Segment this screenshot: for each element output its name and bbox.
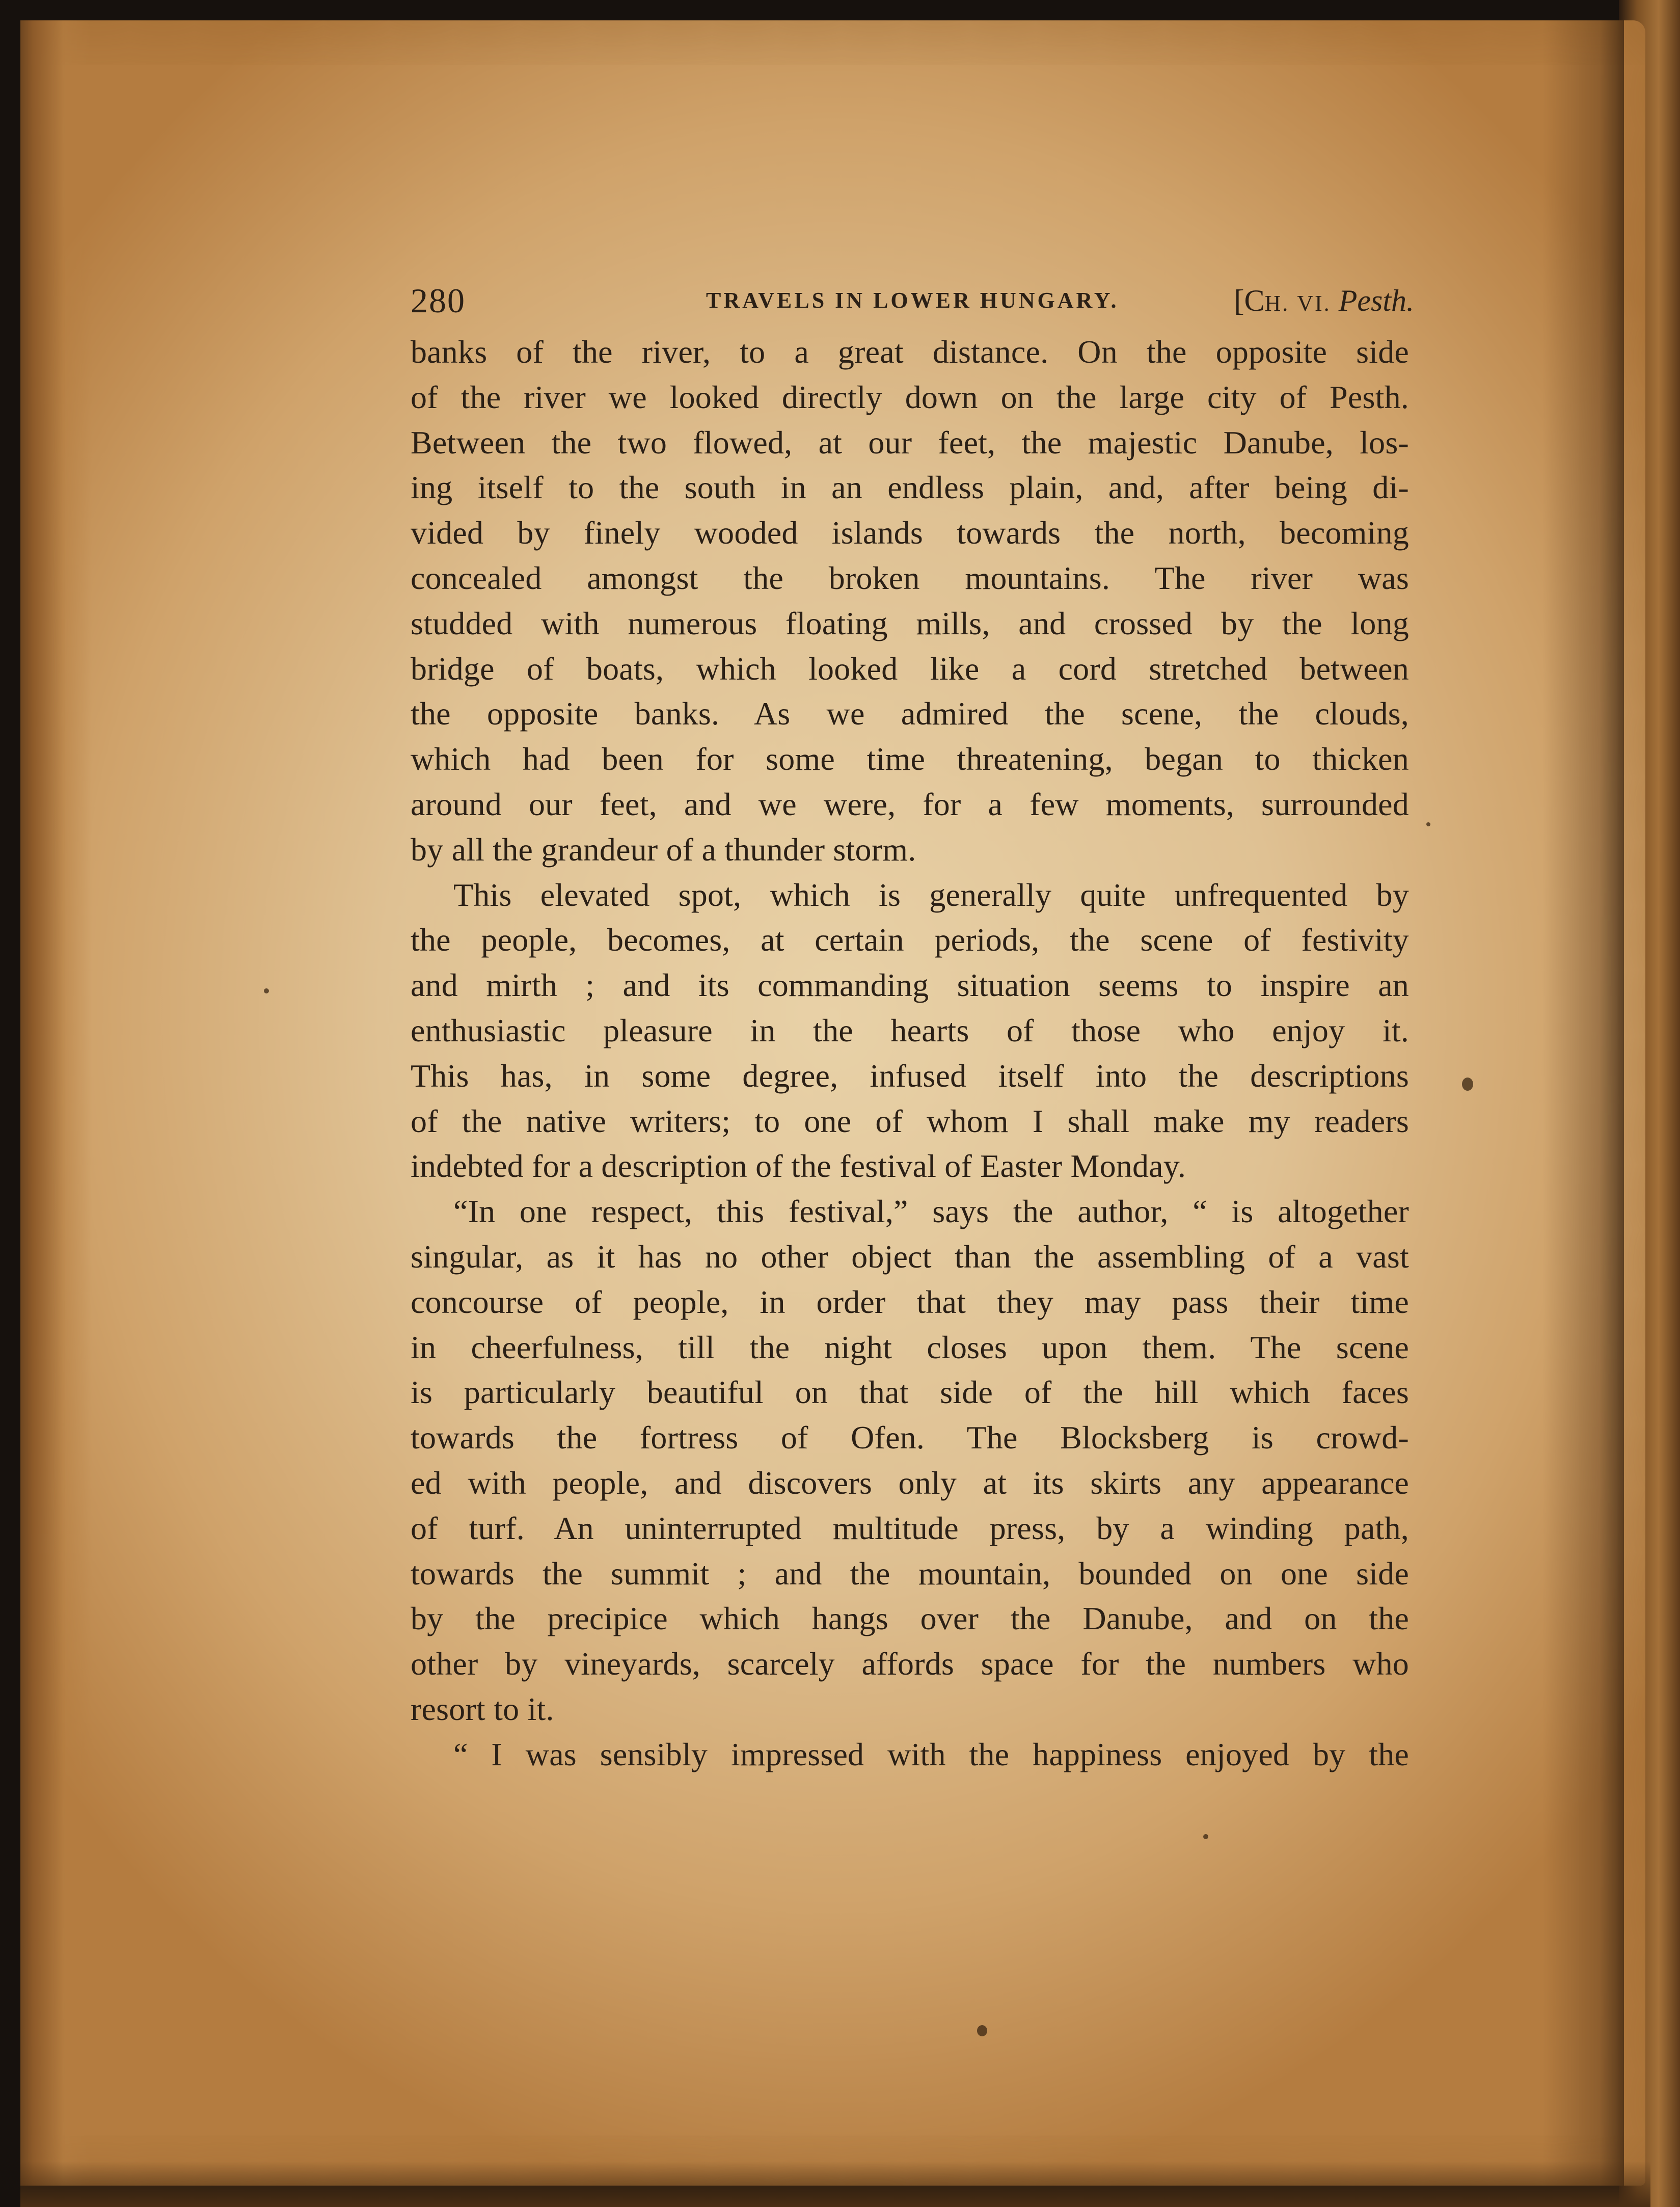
- ink-speck: [977, 2025, 987, 2036]
- text-line: This has, in some degree, infused itself into the descriptions: [411, 1057, 1409, 1094]
- text-line: the people, becomes, at certain periods, the scene of festivity: [411, 922, 1409, 958]
- paragraph: [411, 1189, 1409, 1732]
- text-line: other by vineyards, scarcely affords space for the numbers who: [411, 1646, 1409, 1682]
- ink-speck: [264, 988, 269, 993]
- text-line: indebted for a description of the festival of Easter Monday.: [411, 1148, 1186, 1185]
- page-edge-left: [20, 20, 92, 2186]
- paragraph: [411, 330, 1409, 873]
- text-line: which had been for some time threatening, began to thicken: [411, 741, 1409, 777]
- text-line: of turf. An uninterrupted multitude press, by a winding path,: [411, 1510, 1409, 1546]
- chapter-reference: [1234, 278, 1414, 327]
- ink-speck: [1203, 1834, 1208, 1839]
- text-line: “In one respect, this festival,” says the author, “ is altogether: [453, 1193, 1409, 1230]
- text-line: the opposite banks. As we admired the scene, the clouds,: [411, 695, 1409, 732]
- text-line: enthusiastic pleasure in the hearts of those who enjoy it.: [411, 1012, 1409, 1048]
- text-line: vided by finely wooded islands towards the north, becoming: [411, 515, 1409, 551]
- text-line: singular, as it has no other object than the assembling of a vast: [411, 1238, 1409, 1275]
- text-line: “ I was sensibly impressed with the happiness enjoyed by the: [453, 1736, 1409, 1772]
- text-line: banks of the river, to a great distance. On the opposite side: [411, 334, 1409, 370]
- text-line: of the native writers; to one of whom I shall make my readers: [411, 1102, 1409, 1139]
- text-line: concealed amongst the broken mountains. The river was: [411, 559, 1409, 596]
- text-line: towards the fortress of Ofen. The Blocksberg is crowd-: [411, 1419, 1409, 1456]
- text-line: ing itself to the south in an endless plain, and, after being di-: [411, 469, 1409, 506]
- page-number: 280: [411, 281, 466, 320]
- page-bottom-edge: [20, 2161, 1650, 2207]
- text-line: towards the summit ; and the mountain, bounded on one side: [411, 1555, 1409, 1592]
- text-line: and mirth ; and its commanding situation seems to inspire an: [411, 967, 1409, 1004]
- text-line: by the precipice which hangs over the Danube, and on the: [411, 1600, 1409, 1637]
- text-line: of the river we looked directly down on the large city of Pesth.: [411, 379, 1409, 415]
- chapter-h: H.: [1264, 291, 1290, 316]
- body-text: [411, 330, 1409, 1778]
- text-line: This elevated spot, which is generally quite unfrequented by: [453, 876, 1409, 913]
- text-line: ed with people, and discovers only at its skirts any appearance: [411, 1464, 1409, 1501]
- chapter-place: Pesth.: [1338, 284, 1414, 317]
- paragraph: [411, 873, 1409, 1190]
- chapter-bracket: [C: [1234, 284, 1265, 317]
- text-line: studded with numerous floating mills, and crossed by the long: [411, 605, 1409, 641]
- ink-speck: [1426, 822, 1430, 826]
- text-line: concourse of people, in order that they may pass their time: [411, 1283, 1409, 1320]
- text-line: around our feet, and we were, for a few moments, surrounded: [411, 786, 1409, 822]
- text-line: in cheerfulness, till the night closes upon them. The scene: [411, 1329, 1409, 1365]
- ink-speck: [1462, 1078, 1473, 1091]
- text-line: bridge of boats, which looked like a cord stretched between: [411, 650, 1409, 687]
- text-line: by all the grandeur of a thunder storm.: [411, 831, 916, 868]
- chapter-number: VI.: [1297, 291, 1331, 316]
- text-line: Between the two flowed, at our feet, the majestic Danube, los-: [411, 424, 1409, 461]
- text-line: is particularly beautiful on that side of the hill which faces: [411, 1374, 1409, 1411]
- text-block: [411, 278, 1414, 1778]
- running-title: TRAVELS IN LOWER HUNGARY.: [706, 288, 1119, 313]
- running-head: [411, 278, 1414, 324]
- paragraph: [411, 1732, 1409, 1778]
- text-line: resort to it.: [411, 1690, 554, 1727]
